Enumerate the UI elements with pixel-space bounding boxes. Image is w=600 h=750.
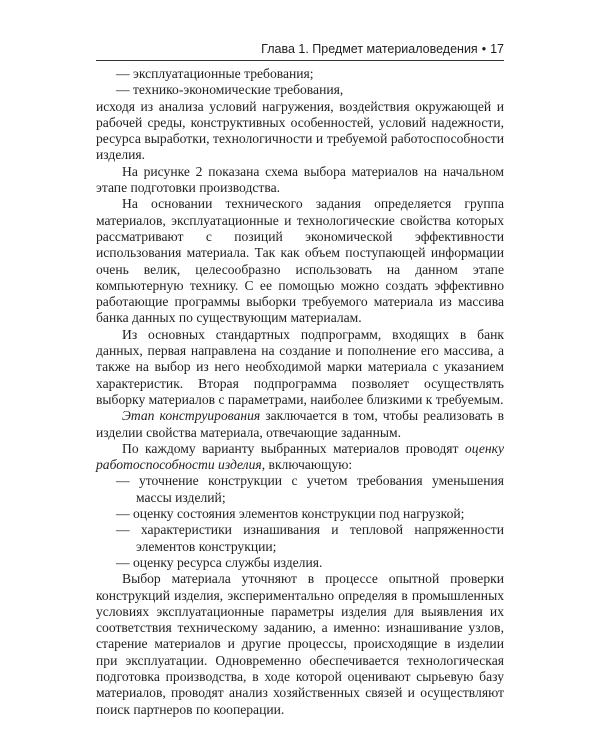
paragraph-tech-task: На основании технического задания определяется группа материалов, эксплуатационные и технологические свойства которых рассматривают с позиций экономической эффективности использования материала. Так как объем поступающей информации очень велик, целесообразно использовать на данном этапе компьютерную технику. С ее помощью можно создать эффективно работающие программы выборки требуемого материала из массива банка данных по существующим материалам. <box>96 196 504 326</box>
bullet-wear-thermal: — характеристики изнашивания и тепловой напряженности элементов конструкции; <box>116 522 504 554</box>
paragraph-figure-ref: На рисунке 2 показана схема выбора материалов на начальном этапе подготовки производства. <box>96 163 504 196</box>
evaluation-text-end: , включающую: <box>261 457 353 473</box>
body-text <box>96 66 504 718</box>
list-item-economic: — технико-экономические требования, <box>116 82 344 98</box>
paragraph-material-choice: Выбор материала уточняют в процессе опытной проверки конструкций изделия, экспериментально определяя в промышленных условиях эксплуатационные параметры изделия для выявления их соответствия техническому заданию, а именно: изнашивание узлов, старение материалов и другие процессы, происходящие в изделии при эксплуатации. Одновременно обеспечивается технологическая подготовка производства, в ходе которой оценивают сырьевую базу материалов, проводят анализ хозяйственных связей и осуществляют поиск партнеров по кооперации. <box>96 571 504 717</box>
paragraph-analysis: исходя из анализа условий нагружения, воздействия окружающей и рабочей среды, конструктивных особенностей, условий надежности, ресурса выработки, технологичности и требуемой работоспособности изделия. <box>96 98 504 163</box>
bullet-design-refinement: — уточнение конструкции с учетом требования уменьшения массы изделий; <box>116 473 504 505</box>
bullet-service-life: — оценку ресурса службы изделия. <box>116 554 323 570</box>
evaluation-text-start: По каждому варианту выбранных материалов проводят <box>122 440 465 456</box>
term-design-stage: Этап конструирования <box>122 408 261 424</box>
term-performance-evaluation: оценку работоспособности изделия <box>96 440 504 473</box>
paragraph-design-stage <box>96 408 504 441</box>
chapter-title: Глава 1. Предмет материаловедения <box>261 42 478 56</box>
paragraph-subprograms: Из основных стандартных подпрограмм, входящих в банк данных, первая направлена на создание и пополнение его массива, а также на выбор из него необходимой марки материала с указанием характеристик. Вторая подпрограмма позволяет осуществлять выборку материалов с параметрами, наиболее близкими к требуемым. <box>96 326 504 407</box>
design-stage-text: заключается в том, чтобы реализовать в изделии свойства материала, отвечающие заданным. <box>96 408 504 440</box>
page-number: 17 <box>490 42 504 56</box>
bullet-load-state: — оценку состояния элементов конструкции под нагрузкой; <box>116 506 465 522</box>
list-item-operational: — эксплуатационные требования; <box>116 66 314 81</box>
header-bullet: • <box>481 42 487 56</box>
paragraph-evaluation <box>96 441 504 474</box>
running-header <box>96 40 504 61</box>
